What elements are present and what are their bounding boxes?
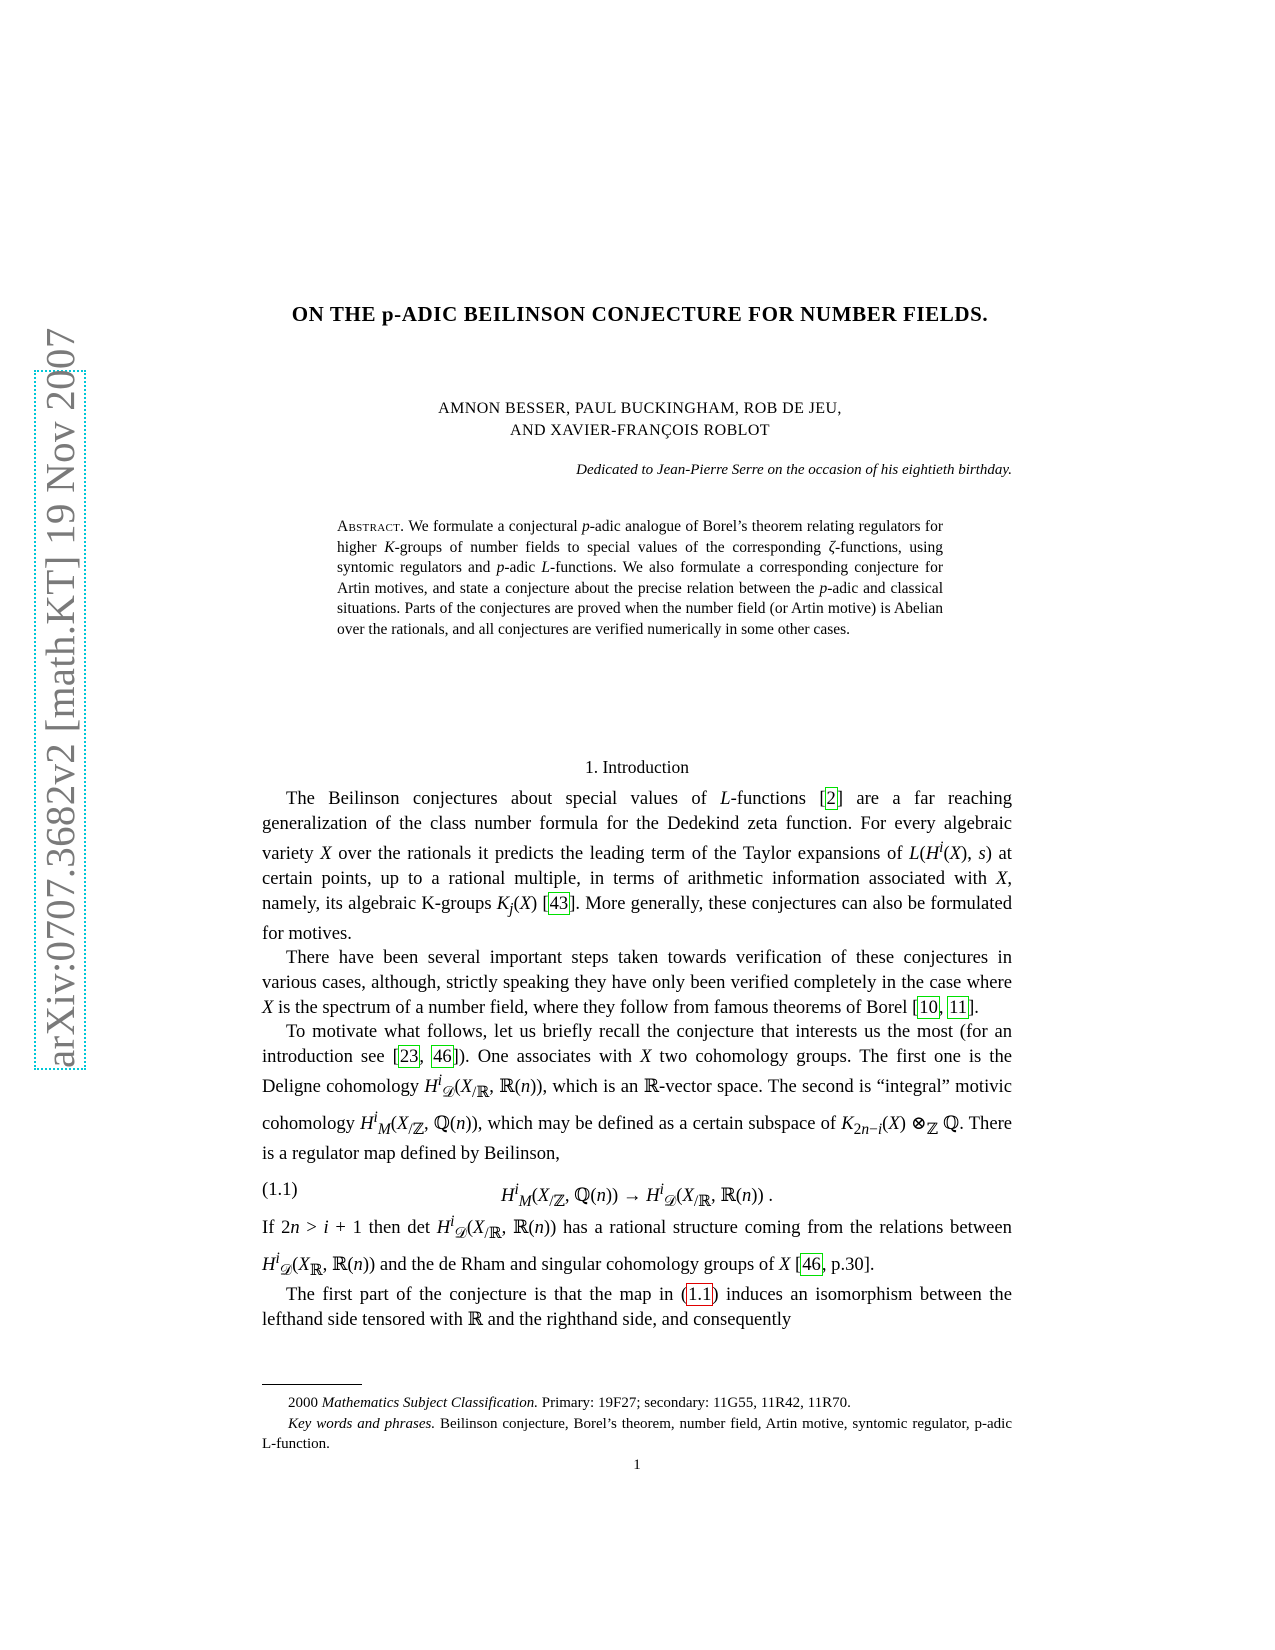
citation-link[interactable]: 46 <box>802 1253 821 1275</box>
footnote-msc-label: Mathematics Subject Classification. <box>321 1395 538 1411</box>
equation-body: $H^i_M(X_{/ℤ}$, ℚ(n)) → $H^i_𝒟(X_{/ℝ}$, ℝ(n)) . <box>501 1181 773 1210</box>
equation-1-1 <box>262 1170 1012 1210</box>
paragraph-4: If 2n > i + 1 then $\det H^i_𝒟(X_{/ℝ}$, ℝ(n)) has a rational structure coming from the relations between $H^i_𝒟(X_ℝ$, ℝ(n)) and the de Rham and singular cohomology groups of X [46, p.30]. <box>262 1213 1012 1279</box>
author-list <box>330 398 950 442</box>
arxiv-identifier-stamp[interactable]: arXiv:0707.3682v2 [math.KT] 19 Nov 2007 <box>34 370 86 1070</box>
footnote-keywords <box>262 1414 1012 1455</box>
footnote-msc-text: Primary: 19F27; secondary: 11G55, 11R42, 11R70. <box>541 1395 851 1411</box>
abstract-label: Abstract. <box>337 518 405 535</box>
footnote-keywords-text: Beilinson conjecture, Borel’s theorem, number field, Artin motive, syntomic regulator, p-adic L-function. <box>262 1415 1012 1452</box>
citation-link[interactable]: 2 <box>826 788 836 809</box>
paragraph-5: The first part of the conjecture is that the map in (1.1) induces an isomorphism between the lefthand side tensored with ℝ and the righthand side, and consequently <box>262 1284 1012 1330</box>
section-heading: 1. Introduction <box>584 757 689 777</box>
equation-reference-link[interactable]: 1.1 <box>688 1284 712 1306</box>
citation-link[interactable]: 46 <box>433 1045 452 1067</box>
paragraph-1: The Beilinson conjectures about special values of L-functions [2] are a far reaching generalization of the class number formula for the Dedekind zeta function. For every algebraic variety X over the rationals it predicts the leading term of the Taylor expansions of $L(H^i(X)$, s) at certain points, up to a rational multiple, in terms of arithmetic information associated with X, namely, its algebraic K-groups $K_j(X)$ [43]. More generally, these conjectures can also be formulated for motives. <box>262 788 1012 944</box>
footnotes <box>262 1393 1012 1455</box>
footnote-divider <box>262 1384 362 1385</box>
footnote-year: 2000 <box>288 1395 318 1411</box>
citation-link[interactable]: 43 <box>549 892 569 914</box>
citation-link[interactable]: 11 <box>949 996 968 1018</box>
footnote-keywords-label: Key words and phrases. <box>288 1415 436 1432</box>
authors-line-2: AND XAVIER-FRANÇOIS ROBLOT <box>510 422 770 439</box>
footnote-msc <box>262 1393 1012 1414</box>
paragraph-2: There have been several important steps taken towards verification of these conjectures in various cases, although, strictly speaking they have only been verified completely in the case where X is the spectrum of a number field, where they follow from famous theorems of Borel [10, 11]. <box>262 947 1012 1018</box>
page-number: 1 <box>633 1457 641 1473</box>
equation-label: (1.1) <box>262 1179 298 1201</box>
abstract: Abstract. We formulate a conjectural p-adic analogue of Borel’s theorem relating regulators for higher K-groups of number fields to special values of the corresponding ζ-functions, using syntomic regulators and p-adic L-functions. We also formulate a corresponding conjecture for Artin motives, and state a conjecture about the precise relation between the p-adic and classical situations. Parts of the conjectures are proved when the number field (or Artin motive) is Abelian over the rationals, and all conjectures are verified numerically in some other cases. <box>337 518 944 638</box>
dedication: Dedicated to Jean-Pierre Serre on the occasion of his eightieth birthday. <box>576 462 1012 478</box>
citation-link[interactable]: 23 <box>399 1045 419 1067</box>
introduction-body <box>262 787 1012 1332</box>
page-reference: p.30 <box>831 1253 864 1275</box>
paragraph-3: To motivate what follows, let us briefly recall the conjecture that interests us the most (for an introduction see [23, 46]). One associates with X two cohomology groups. The first one is the Deligne cohomology $H^i_𝒟(X_{/ℝ}$, ℝ(n)), which is an ℝ-vector space. The second is “integral” motivic cohomology $H^i_M(X_{/ℤ}$, ℚ(n)), which may be defined as a certain subspace of $K_{2n-i}(X)$ $\otimes_ℤ$ ℚ. There is a regulator map defined by Beilinson, <box>262 1021 1013 1165</box>
authors-line-1: AMNON BESSER, PAUL BUCKINGHAM, ROB DE JEU, <box>438 400 842 417</box>
citation-link[interactable]: 10 <box>919 996 938 1018</box>
paper-title: ON THE p-ADIC BEILINSON CONJECTURE FOR NUMBER FIELDS. <box>291 302 989 326</box>
